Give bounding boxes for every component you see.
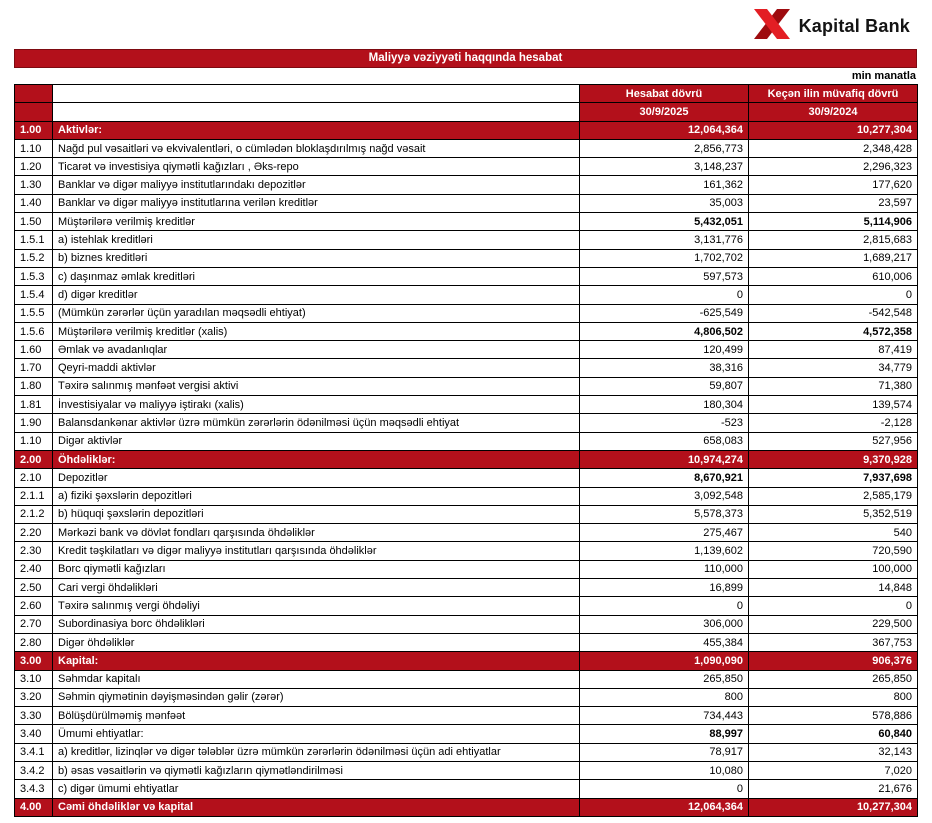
- row-label: c) digər ümumi ehtiyatlar: [53, 780, 580, 798]
- row-code: 2.1.1: [15, 487, 53, 505]
- row-code: 1.5.2: [15, 249, 53, 267]
- table-row: [15, 158, 918, 176]
- value-current: 455,384: [580, 633, 749, 651]
- row-code: 3.10: [15, 670, 53, 688]
- row-label: Banklar və digər maliyyə institutlarındakı depozitlər: [53, 176, 580, 194]
- row-label: a) fiziki şəxslərin depozitləri: [53, 487, 580, 505]
- unit-note: min manatla: [851, 70, 916, 82]
- table-row: [15, 725, 918, 743]
- row-code: 1.81: [15, 396, 53, 414]
- row-code: 3.00: [15, 652, 53, 670]
- header-period-prior: Keçən ilin müvafiq dövrü: [749, 85, 918, 103]
- value-current: 3,092,548: [580, 487, 749, 505]
- table-row: [15, 304, 918, 322]
- value-prior: 60,840: [749, 725, 918, 743]
- row-label: b) biznes kreditləri: [53, 249, 580, 267]
- row-code: 1.5.5: [15, 304, 53, 322]
- value-current: 88,997: [580, 725, 749, 743]
- row-code: 2.80: [15, 633, 53, 651]
- row-label: Aktivlər:: [53, 121, 580, 139]
- table-row: [15, 176, 918, 194]
- value-current: 265,850: [580, 670, 749, 688]
- table-row: [15, 615, 918, 633]
- value-current: 0: [580, 286, 749, 304]
- value-current: 5,432,051: [580, 213, 749, 231]
- value-prior: -542,548: [749, 304, 918, 322]
- value-current: 1,139,602: [580, 542, 749, 560]
- row-label: Səhmdar kapitalı: [53, 670, 580, 688]
- page-header: [0, 0, 932, 49]
- report-title: Maliyyə vəziyyəti haqqında hesabat: [14, 49, 917, 68]
- value-prior: 720,590: [749, 542, 918, 560]
- table-row: [15, 743, 918, 761]
- row-label: Müştərilərə verilmiş kreditlər (xalis): [53, 322, 580, 340]
- table-row: [15, 121, 918, 139]
- value-prior: 139,574: [749, 396, 918, 414]
- row-label: Əmlak və avadanlıqlar: [53, 341, 580, 359]
- row-label: Banklar və digər maliyyə institutlarına verilən kreditlər: [53, 194, 580, 212]
- value-current: 59,807: [580, 377, 749, 395]
- row-code: 2.70: [15, 615, 53, 633]
- table-row: [15, 542, 918, 560]
- value-prior: 87,419: [749, 341, 918, 359]
- value-prior: 32,143: [749, 743, 918, 761]
- value-prior: 10,277,304: [749, 121, 918, 139]
- value-prior: 34,779: [749, 359, 918, 377]
- value-current: 110,000: [580, 560, 749, 578]
- value-current: 16,899: [580, 579, 749, 597]
- table-row: [15, 194, 918, 212]
- value-current: 12,064,364: [580, 798, 749, 816]
- value-prior: 367,753: [749, 633, 918, 651]
- value-prior: 21,676: [749, 780, 918, 798]
- header-code-cell: [15, 85, 53, 103]
- header-period-current: Hesabat dövrü: [580, 85, 749, 103]
- row-code: 1.00: [15, 121, 53, 139]
- table-row: [15, 579, 918, 597]
- row-code: 2.60: [15, 597, 53, 615]
- value-current: 3,131,776: [580, 231, 749, 249]
- value-prior: 2,348,428: [749, 139, 918, 157]
- header-code-cell: [15, 103, 53, 121]
- header-label-cell: [53, 103, 580, 121]
- kapital-bank-logo: [754, 9, 910, 44]
- table-row: [15, 761, 918, 779]
- value-prior: 5,114,906: [749, 213, 918, 231]
- row-label: Səhmin qiymətinin dəyişməsindən gəlir (zərər): [53, 688, 580, 706]
- table-row: [15, 798, 918, 816]
- row-code: 4.00: [15, 798, 53, 816]
- row-label: Balansdankənar aktivlər üzrə mümkün zərərlərin ödənilməsi üçün məqsədli ehtiyat: [53, 414, 580, 432]
- row-label: Öhdəliklər:: [53, 450, 580, 468]
- value-current: 180,304: [580, 396, 749, 414]
- row-code: 3.30: [15, 707, 53, 725]
- row-code: 3.4.1: [15, 743, 53, 761]
- financial-position-table: [14, 84, 918, 817]
- table-row: [15, 249, 918, 267]
- row-code: 3.4.3: [15, 780, 53, 798]
- value-current: 306,000: [580, 615, 749, 633]
- table-row: [15, 560, 918, 578]
- row-label: b) əsas vəsaitlərin və qiymətli kağızların qiymətləndirilməsi: [53, 761, 580, 779]
- value-current: 161,362: [580, 176, 749, 194]
- value-prior: -2,128: [749, 414, 918, 432]
- row-code: 1.10: [15, 139, 53, 157]
- value-current: 78,917: [580, 743, 749, 761]
- table-row: [15, 139, 918, 157]
- value-current: 8,670,921: [580, 469, 749, 487]
- row-code: 1.5.6: [15, 322, 53, 340]
- date-header-row: [15, 103, 918, 121]
- row-label: Digər aktivlər: [53, 432, 580, 450]
- row-code: 2.30: [15, 542, 53, 560]
- row-label: Cari vergi öhdəlikləri: [53, 579, 580, 597]
- row-code: 1.90: [15, 414, 53, 432]
- value-current: 734,443: [580, 707, 749, 725]
- header-date-current: 30/9/2025: [580, 103, 749, 121]
- row-label: Kredit təşkilatları və digər maliyyə institutları qarşısında öhdəliklər: [53, 542, 580, 560]
- value-current: 3,148,237: [580, 158, 749, 176]
- row-label: Subordinasiya borc öhdəlikləri: [53, 615, 580, 633]
- value-current: 0: [580, 780, 749, 798]
- row-label: Nağd pul vəsaitləri və ekvivalentləri, o cümlədən bloklaşdırılmış nağd vəsait: [53, 139, 580, 157]
- row-code: 1.30: [15, 176, 53, 194]
- row-label: Təxirə salınmış mənfəət vergisi aktivi: [53, 377, 580, 395]
- row-code: 2.00: [15, 450, 53, 468]
- row-label: b) hüquqi şəxslərin depozitləri: [53, 505, 580, 523]
- value-current: 658,083: [580, 432, 749, 450]
- row-label: Təxirə salınmış vergi öhdəliyi: [53, 597, 580, 615]
- table-row: [15, 597, 918, 615]
- value-prior: 1,689,217: [749, 249, 918, 267]
- row-label: d) digər kreditlər: [53, 286, 580, 304]
- row-label: Kapital:: [53, 652, 580, 670]
- value-current: 10,080: [580, 761, 749, 779]
- row-code: 2.20: [15, 524, 53, 542]
- value-prior: 71,380: [749, 377, 918, 395]
- value-prior: 9,370,928: [749, 450, 918, 468]
- row-label: a) kreditlər, lizinqlər və digər tələblər üzrə mümkün zərərlərin ödənilməsi üçün adi ehtiyatlar: [53, 743, 580, 761]
- kapital-bank-logo-text: Kapital Bank: [798, 15, 910, 36]
- row-code: 1.80: [15, 377, 53, 395]
- table-row: [15, 286, 918, 304]
- value-prior: 540: [749, 524, 918, 542]
- table-row: [15, 322, 918, 340]
- value-prior: 610,006: [749, 267, 918, 285]
- kapital-bank-logo-icon: [754, 9, 790, 44]
- value-current: 597,573: [580, 267, 749, 285]
- value-current: 120,499: [580, 341, 749, 359]
- row-label: Depozitlər: [53, 469, 580, 487]
- row-code: 1.20: [15, 158, 53, 176]
- value-prior: 14,848: [749, 579, 918, 597]
- value-prior: 7,937,698: [749, 469, 918, 487]
- table-row: [15, 359, 918, 377]
- table-row: [15, 688, 918, 706]
- row-label: Ümumi ehtiyatlar:: [53, 725, 580, 743]
- row-label: Borc qiymətli kağızları: [53, 560, 580, 578]
- value-current: 2,856,773: [580, 139, 749, 157]
- table-row: [15, 213, 918, 231]
- value-current: 4,806,502: [580, 322, 749, 340]
- table-row: [15, 487, 918, 505]
- row-code: 3.40: [15, 725, 53, 743]
- row-label: Müştərilərə verilmiş kreditlər: [53, 213, 580, 231]
- value-current: -523: [580, 414, 749, 432]
- row-code: 1.5.4: [15, 286, 53, 304]
- value-prior: 800: [749, 688, 918, 706]
- value-prior: 7,020: [749, 761, 918, 779]
- row-code: 1.70: [15, 359, 53, 377]
- table-body: [15, 121, 918, 816]
- row-label: (Mümkün zərərlər üçün yaradılan məqsədli ehtiyat): [53, 304, 580, 322]
- value-current: 0: [580, 597, 749, 615]
- value-prior: 23,597: [749, 194, 918, 212]
- table-row: [15, 652, 918, 670]
- row-code: 1.5.3: [15, 267, 53, 285]
- value-prior: 2,585,179: [749, 487, 918, 505]
- row-label: Qeyri-maddi aktivlər: [53, 359, 580, 377]
- value-prior: 2,296,323: [749, 158, 918, 176]
- row-code: 2.50: [15, 579, 53, 597]
- value-prior: 578,886: [749, 707, 918, 725]
- value-current: 275,467: [580, 524, 749, 542]
- row-label: Digər öhdəliklər: [53, 633, 580, 651]
- row-code: 1.60: [15, 341, 53, 359]
- row-code: 1.5.1: [15, 231, 53, 249]
- table-row: [15, 469, 918, 487]
- table-row: [15, 396, 918, 414]
- row-label: Mərkəzi bank və dövlət fondları qarşısında öhdəliklər: [53, 524, 580, 542]
- table-row: [15, 267, 918, 285]
- value-prior: 265,850: [749, 670, 918, 688]
- header-label-cell: [53, 85, 580, 103]
- table-row: [15, 670, 918, 688]
- value-prior: 5,352,519: [749, 505, 918, 523]
- row-label: Cəmi öhdəliklər və kapital: [53, 798, 580, 816]
- table-row: [15, 432, 918, 450]
- row-code: 2.1.2: [15, 505, 53, 523]
- value-prior: 527,956: [749, 432, 918, 450]
- row-code: 3.4.2: [15, 761, 53, 779]
- table-row: [15, 707, 918, 725]
- value-current: 1,702,702: [580, 249, 749, 267]
- value-current: 800: [580, 688, 749, 706]
- table-row: [15, 780, 918, 798]
- value-prior: 906,376: [749, 652, 918, 670]
- value-prior: 177,620: [749, 176, 918, 194]
- row-code: 3.20: [15, 688, 53, 706]
- row-code: 1.40: [15, 194, 53, 212]
- row-code: 1.10: [15, 432, 53, 450]
- table-row: [15, 450, 918, 468]
- value-current: 1,090,090: [580, 652, 749, 670]
- row-label: İnvestisiyalar və maliyyə iştirakı (xalis): [53, 396, 580, 414]
- value-current: 5,578,373: [580, 505, 749, 523]
- value-current: 10,974,274: [580, 450, 749, 468]
- value-prior: 100,000: [749, 560, 918, 578]
- table-row: [15, 377, 918, 395]
- row-code: 2.40: [15, 560, 53, 578]
- table-row: [15, 524, 918, 542]
- row-label: c) daşınmaz əmlak kreditləri: [53, 267, 580, 285]
- row-label: Bölüşdürülməmiş mənfəət: [53, 707, 580, 725]
- value-prior: 10,277,304: [749, 798, 918, 816]
- table-row: [15, 231, 918, 249]
- value-current: 38,316: [580, 359, 749, 377]
- row-code: 1.50: [15, 213, 53, 231]
- table-row: [15, 505, 918, 523]
- table-row: [15, 341, 918, 359]
- row-code: 2.10: [15, 469, 53, 487]
- value-prior: 0: [749, 597, 918, 615]
- table-row: [15, 633, 918, 651]
- header-date-prior: 30/9/2024: [749, 103, 918, 121]
- value-current: 12,064,364: [580, 121, 749, 139]
- value-prior: 4,572,358: [749, 322, 918, 340]
- row-label: a) istehlak kreditləri: [53, 231, 580, 249]
- table-row: [15, 414, 918, 432]
- value-current: 35,003: [580, 194, 749, 212]
- value-prior: 229,500: [749, 615, 918, 633]
- row-label: Ticarət və investisiya qiymətli kağızları , Əks-repo: [53, 158, 580, 176]
- period-header-row: [15, 85, 918, 103]
- value-prior: 2,815,683: [749, 231, 918, 249]
- value-current: -625,549: [580, 304, 749, 322]
- value-prior: 0: [749, 286, 918, 304]
